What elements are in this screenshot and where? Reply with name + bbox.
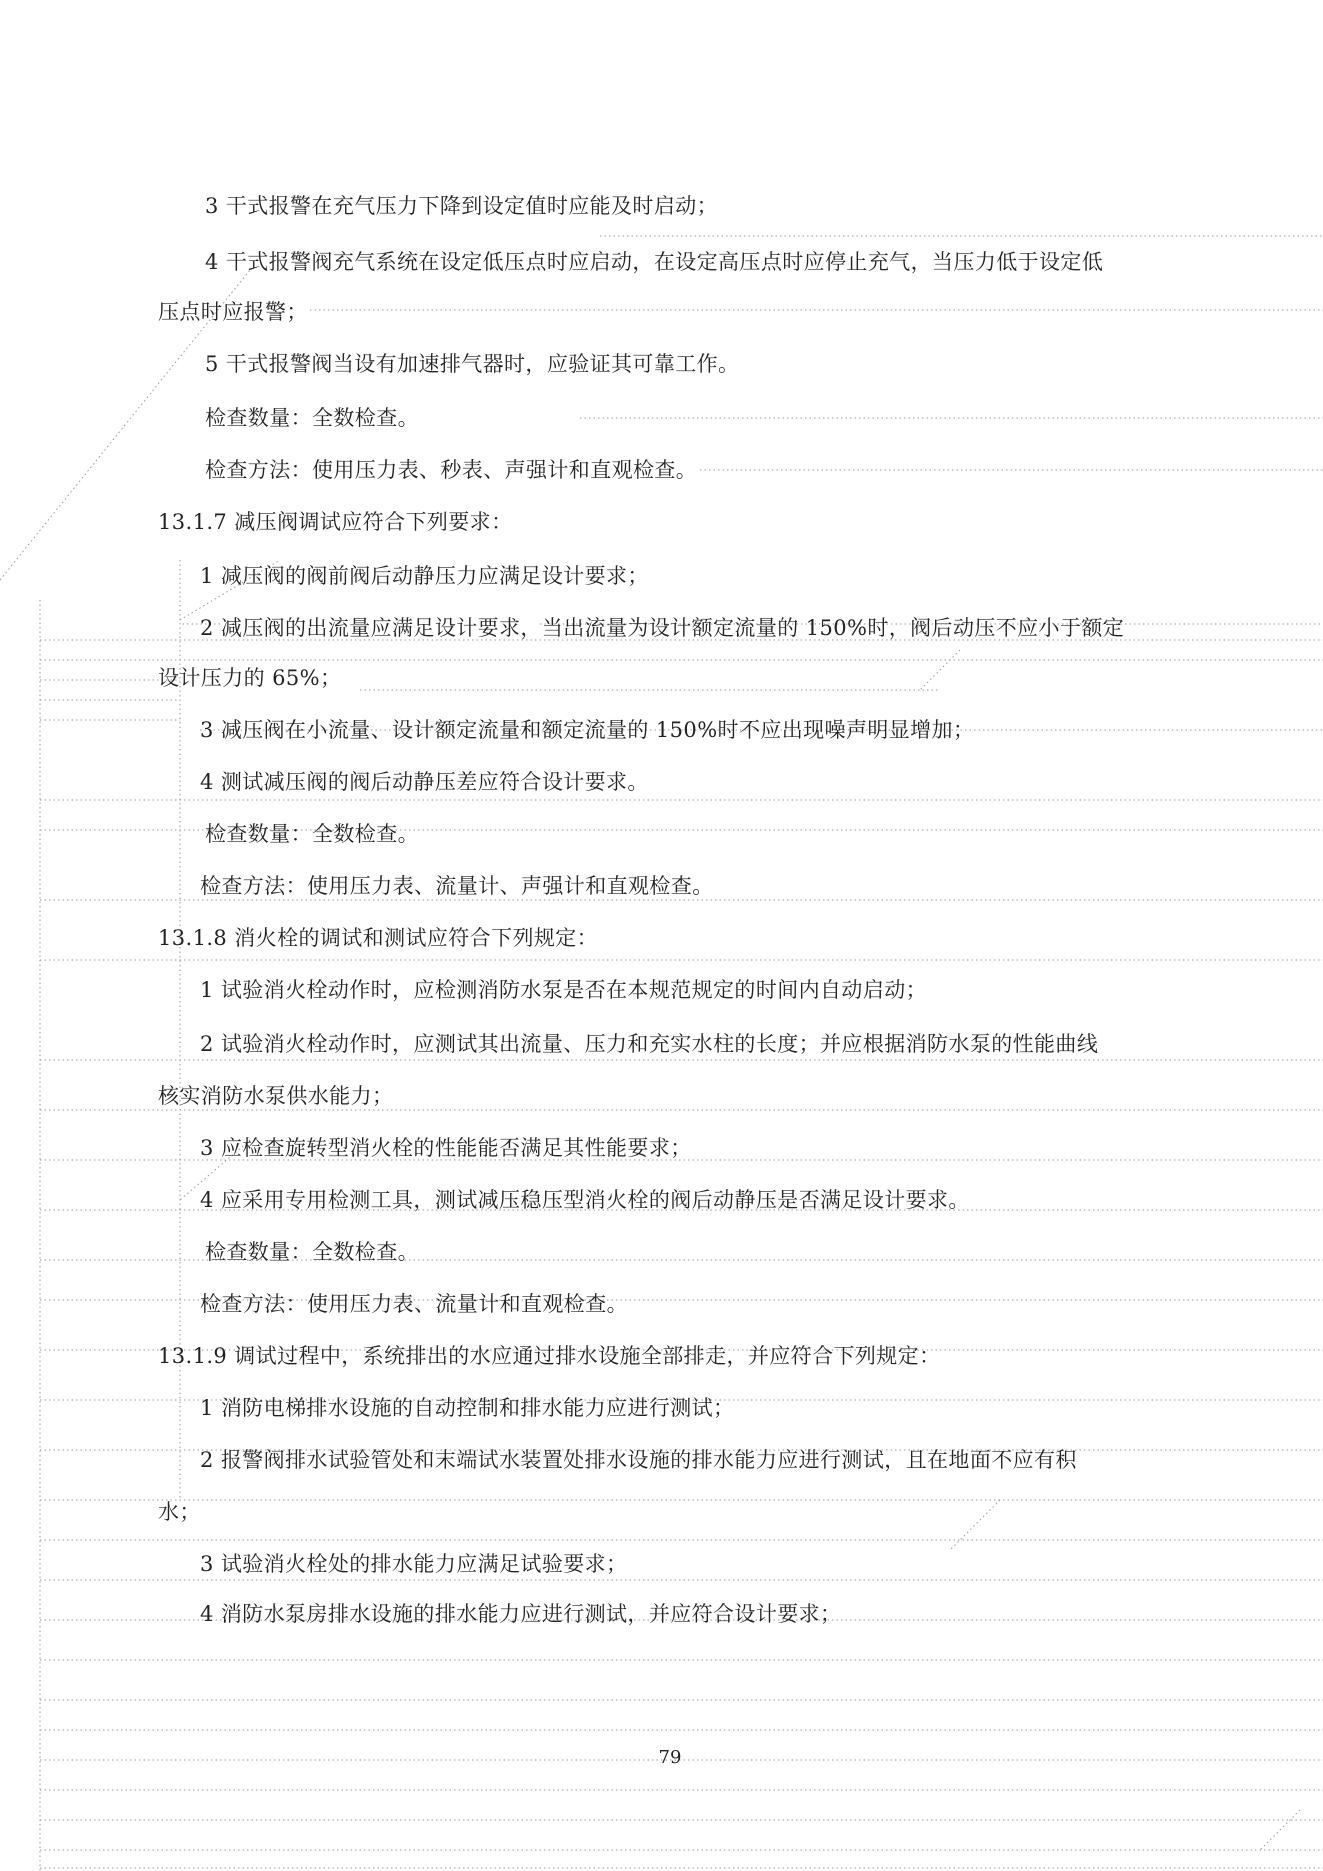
clause-13-1-7-item-2-cont: 设计压力的 65%； (158, 666, 342, 690)
clause-13-1-9-item-3: 3 试验消火栓处的排水能力应满足试验要求； (200, 1552, 628, 1576)
inspection-method: 检查方法：使用压力表、流量计、声强计和直观检查。 (200, 874, 714, 898)
clause-13-1-8-item-2-cont: 核实消防水泵供水能力； (158, 1084, 394, 1108)
clause-13-1-7-item-4: 4 测试减压阀的阀后动静压差应符合设计要求。 (200, 770, 649, 794)
inspection-quantity: 检查数量：全数检查。 (205, 822, 419, 846)
clause-13-1-8-heading: 13.1.8 消火栓的调试和测试应符合下列规定： (158, 926, 599, 950)
clause-13-1-8-item-4: 4 应采用专用检测工具，测试减压稳压型消火栓的阀后动静压是否满足设计要求。 (200, 1188, 970, 1212)
page-number: 79 (658, 1747, 682, 1768)
clause-13-1-6-item-4-cont: 压点时应报警； (158, 300, 308, 324)
clause-13-1-6-item-5: 5 干式报警阀当设有加速排气器时，应验证其可靠工作。 (205, 352, 740, 376)
clause-13-1-9-item-2-cont: 水； (158, 1500, 201, 1524)
inspection-method: 检查方法：使用压力表、秒表、声强计和直观检查。 (205, 458, 698, 482)
inspection-quantity: 检查数量：全数检查。 (205, 406, 419, 430)
clause-13-1-8-item-2: 2 试验消火栓动作时，应测试其出流量、压力和充实水柱的长度；并应根据消防水泵的性能曲线 (200, 1032, 1099, 1056)
clause-13-1-8-item-1: 1 试验消火栓动作时，应检测消防水泵是否在本规范规定的时间内自动启动； (200, 978, 928, 1002)
clause-13-1-7-item-2: 2 减压阀的出流量应满足设计要求，当出流量为设计额定流量的 150%时，阀后动压不应小于额定 (200, 616, 1125, 640)
clause-13-1-7-item-3: 3 减压阀在小流量、设计额定流量和额定流量的 150%时不应出现噪声明显增加； (200, 718, 975, 742)
clause-13-1-7-heading: 13.1.7 减压阀调试应符合下列要求： (158, 510, 513, 534)
clause-13-1-9-item-2: 2 报警阀排水试验管处和末端试水装置处排水设施的排水能力应进行测试，且在地面不应有积 (200, 1448, 1077, 1472)
clause-13-1-7-item-1: 1 减压阀的阀前阀后动静压力应满足设计要求； (200, 564, 649, 588)
inspection-method: 检查方法：使用压力表、流量计和直观检查。 (200, 1292, 628, 1316)
clause-13-1-9-item-1: 1 消防电梯排水设施的自动控制和排水能力应进行测试； (200, 1396, 735, 1420)
clause-13-1-6-item-4: 4 干式报警阀充气系统在设定低压点时应启动，在设定高压点时应停止充气，当压力低于设定低 (205, 250, 1104, 274)
clause-13-1-6-item-3: 3 干式报警在充气压力下降到设定值时应能及时启动； (205, 194, 719, 218)
inspection-quantity: 检查数量：全数检查。 (205, 1240, 419, 1264)
clause-13-1-8-item-3: 3 应检查旋转型消火栓的性能能否满足其性能要求； (200, 1136, 692, 1160)
clause-13-1-9-item-4: 4 消防水泵房排水设施的排水能力应进行测试，并应符合设计要求； (200, 1602, 842, 1626)
clause-13-1-9-heading: 13.1.9 调试过程中，系统排出的水应通过排水设施全部排走，并应符合下列规定： (158, 1344, 941, 1368)
